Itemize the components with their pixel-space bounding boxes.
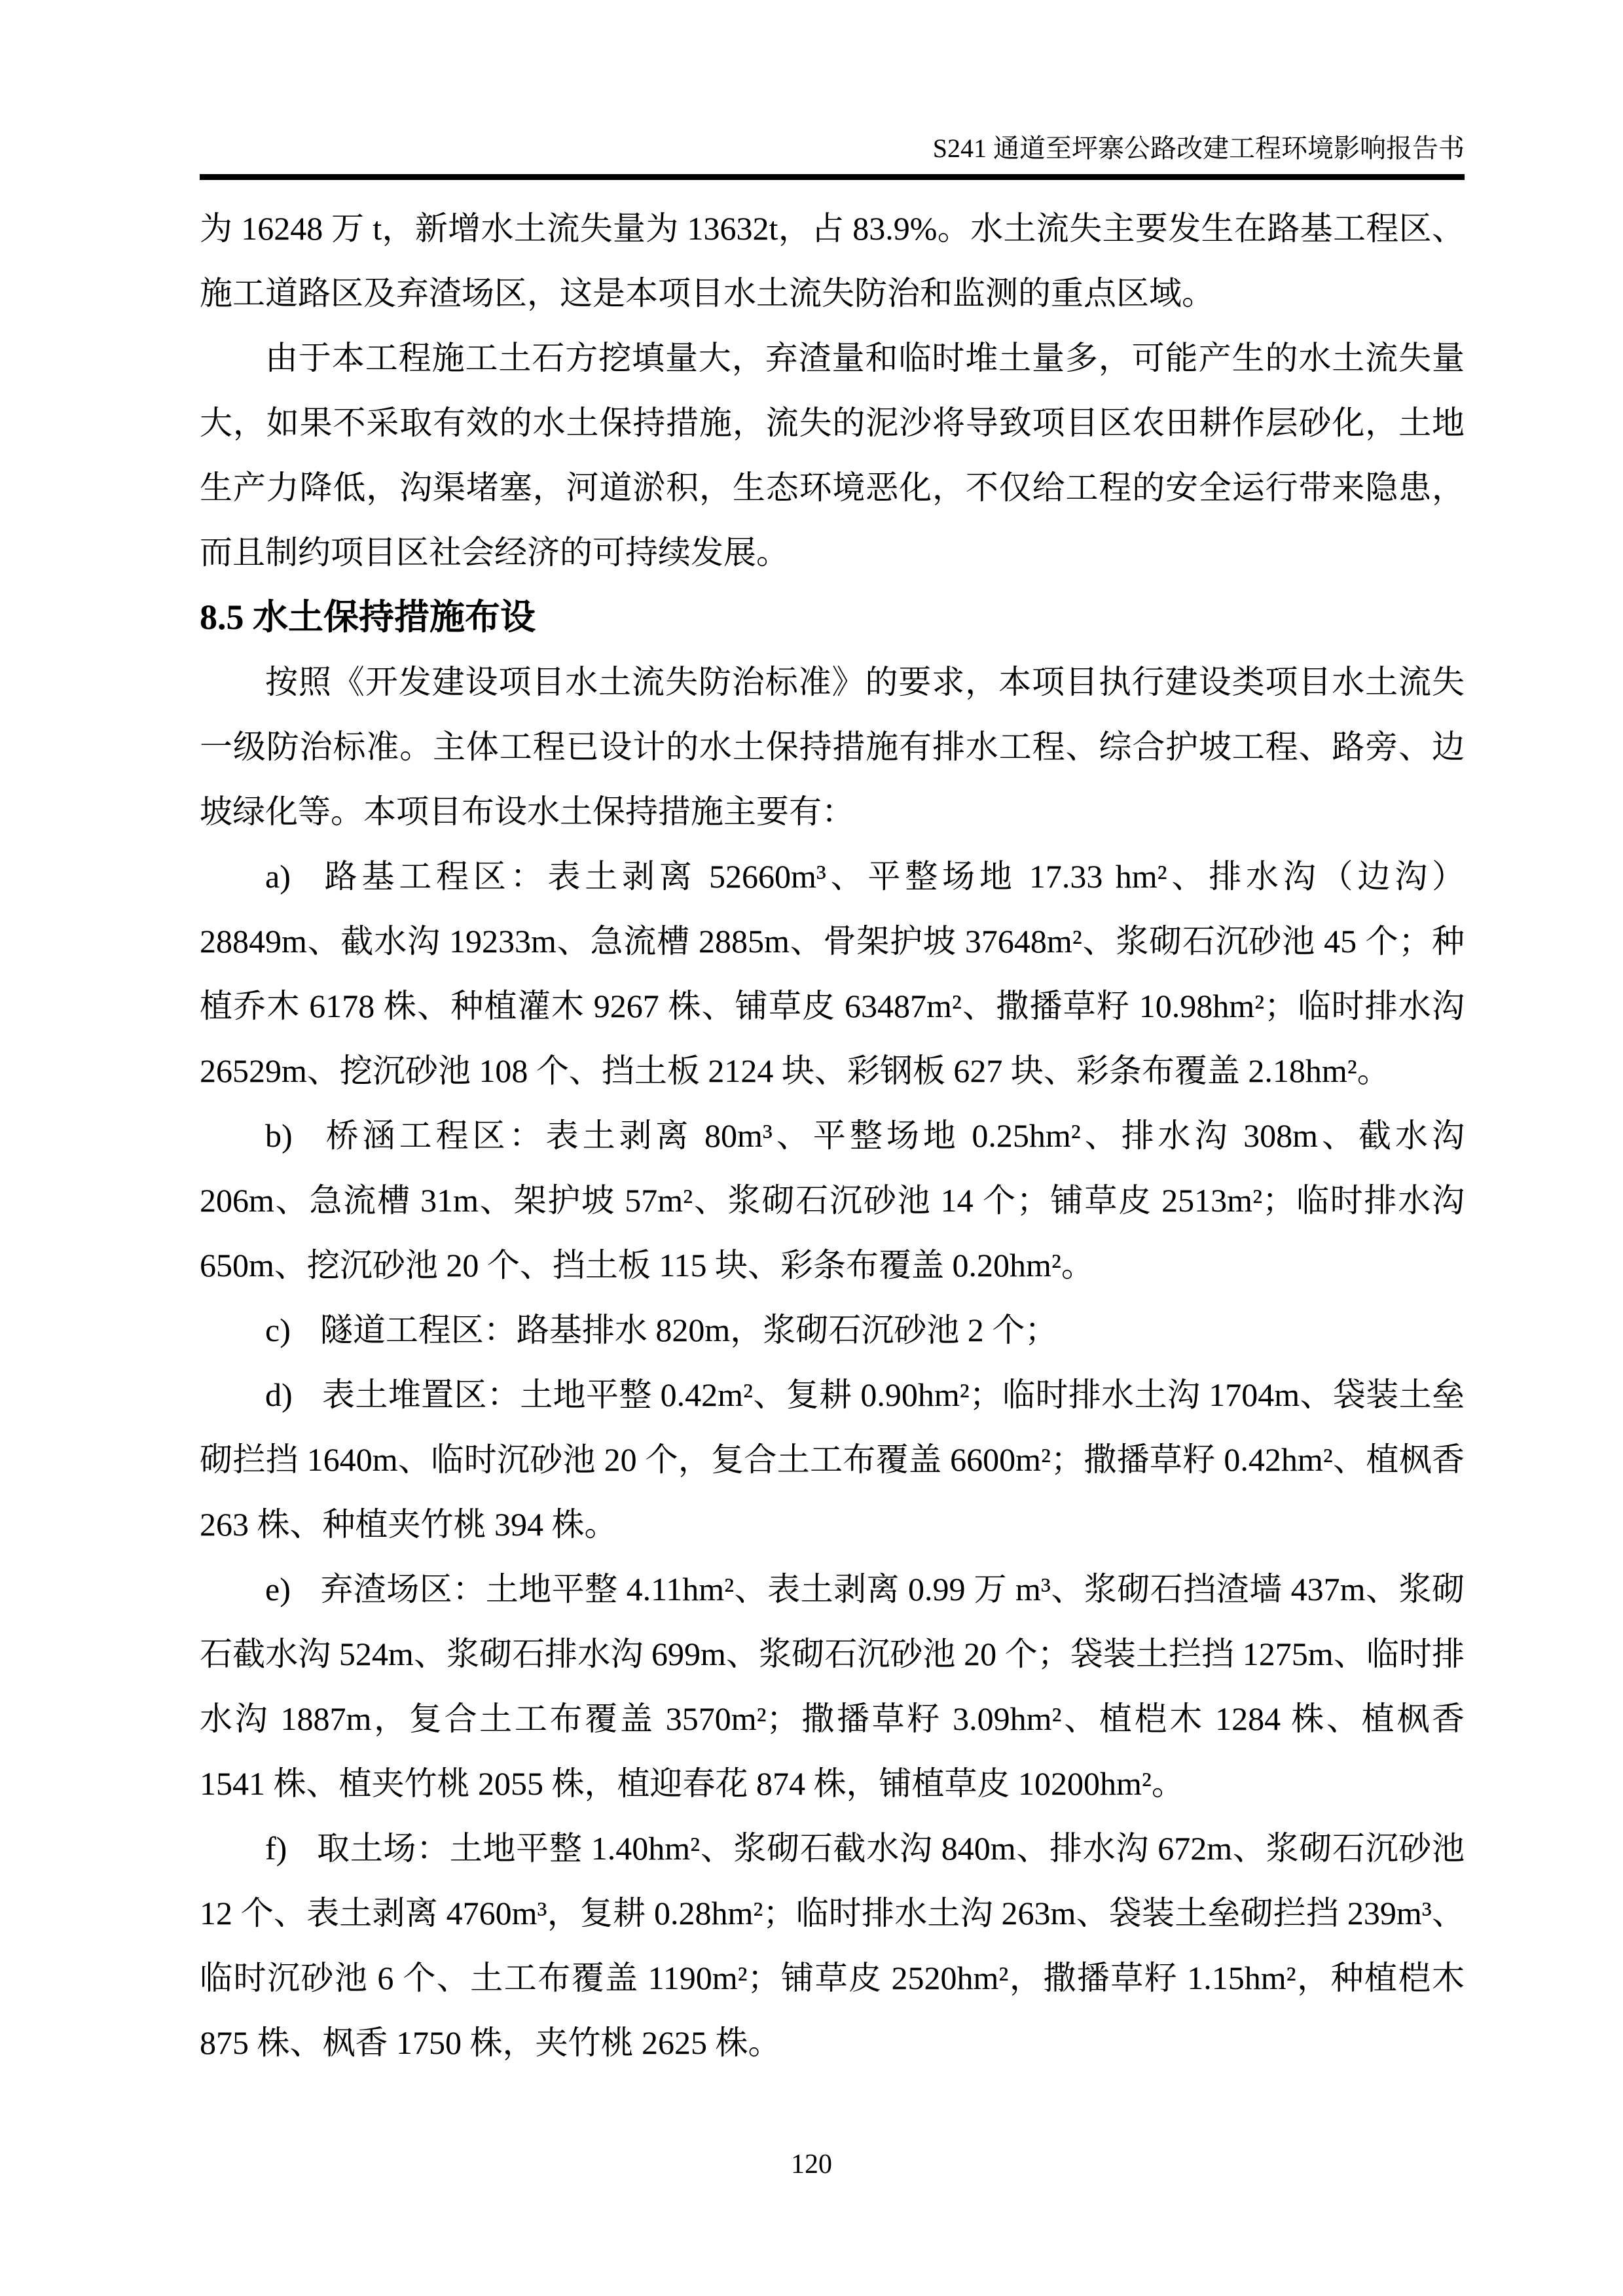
list-text-c: 隧道工程区：路基排水 820m，浆砌石沉砂池 2 个； — [319, 1312, 1058, 1348]
paragraph-soil-loss-continued: 为 16248 万 t，新增水土流失量为 13632t，占 83.9%。水土流失主要发生在路基工程区、施工道路区及弃渣场区，这是本项目水土流失防治和监测的重点区域。 — [200, 210, 1465, 312]
list-text-b: 桥涵工程区：表土剥离 80m³、平整场地 0.25hm²、排水沟 308m、截水沟 206m、急流槽 31m、架护坡 57m²、浆砌石沉砂池 14 个；铺草皮 2513m²；临时排水沟 650m、挖沉砂池 20 个、挡土板 115 块、彩条布覆盖 0.20hm²。 — [200, 1117, 1465, 1283]
list-text-e: 弃渣场区：土地平整 4.11hm²、表土剥离 0.99 万 m³、浆砌石挡渣墙 437m、浆砌石截水沟 524m、浆砌石排水沟 699m、浆砌石沉砂池 20 个；袋装土拦挡 1275m、临时排水沟 1887m，复合土工布覆盖 3570m²；撒播草籽 3.09hm²、植桤木 1284 株、植枫香 1541 株、植夹竹桃 2055 株，植迎春花 874 株，铺植草皮 10200hm²。 — [200, 1571, 1465, 1802]
list-marker-d: d) — [265, 1376, 293, 1413]
list-item-e — [200, 1557, 1465, 1816]
paragraph-soil-loss-risk: 由于本工程施工土石方挖填量大，弃渣量和临时堆土量多，可能产生的水土流失量大，如果不采取有效的水土保持措施，流失的泥沙将导致项目区农田耕作层砂化，土地生产力降低，沟渠堵塞，河道淤积，生态环境恶化，不仅给工程的安全运行带来隐患，而且制约项目区社会经济的可持续发展。 — [200, 340, 1465, 571]
page-number: 120 — [791, 2149, 832, 2179]
page-footer — [0, 2148, 1623, 2181]
list-text-d: 表土堆置区：土地平整 0.42m²、复耕 0.90hm²；临时排水土沟 1704m、袋装土垒砌拦挡 1640m、临时沉砂池 20 个，复合土工布覆盖 6600m²；撒播草籽 0.42hm²、植枫香 263 株、种植夹竹桃 394 株。 — [200, 1376, 1465, 1543]
paragraph-measures-intro: 按照《开发建设项目水土流失防治标准》的要求，本项目执行建设类项目水土流失一级防治标准。主体工程已设计的水土保持措施有排水工程、综合护坡工程、路旁、边坡绿化等。本项目布设水土保持措施主要有： — [200, 664, 1465, 830]
list-item-d — [200, 1363, 1465, 1557]
list-item-f — [200, 1816, 1465, 2075]
list-marker-f: f) — [265, 1830, 287, 1867]
header-title: S241 通道至坪寨公路改建工程环境影响报告书 — [932, 134, 1465, 163]
list-marker-e: e) — [265, 1571, 291, 1607]
list-item-c — [200, 1298, 1465, 1363]
list-marker-c: c) — [265, 1312, 291, 1348]
list-marker-b: b) — [265, 1117, 293, 1154]
list-marker-a: a) — [265, 858, 291, 895]
list-text-f: 取土场：土地平整 1.40hm²、浆砌石截水沟 840m、排水沟 672m、浆砌石沉砂池 12 个、表土剥离 4760m³，复耕 0.28hm²；临时排水土沟 263m、袋装土垒砌拦挡 239m³、临时沉砂池 6 个、土工布覆盖 1190m²；铺草皮 2520hm²，撒播草籽 1.15hm²，种植桤木 875 株、枫香 1750 株，夹竹桃 2625 株。 — [200, 1830, 1465, 2061]
list-text-a: 路基工程区：表土剥离 52660m³、平整场地 17.33 hm²、排水沟（边沟）28849m、截水沟 19233m、急流槽 2885m、骨架护坡 37648m²、浆砌石沉砂池 45 个；种植乔木 6178 株、种植灌木 9267 株、铺草皮 63487m²、撒播草籽 10.98hm²；临时排水沟 26529m、挖沉砂池 108 个、挡土板 2124 块、彩钢板 627 块、彩条布覆盖 2.18hm²。 — [200, 858, 1465, 1089]
page-header — [200, 134, 1465, 180]
section-heading-8-5: 8.5 水土保持措施布设 — [200, 598, 536, 637]
list-item-a — [200, 844, 1465, 1103]
list-item-b — [200, 1103, 1465, 1298]
document-body — [200, 196, 1465, 2075]
